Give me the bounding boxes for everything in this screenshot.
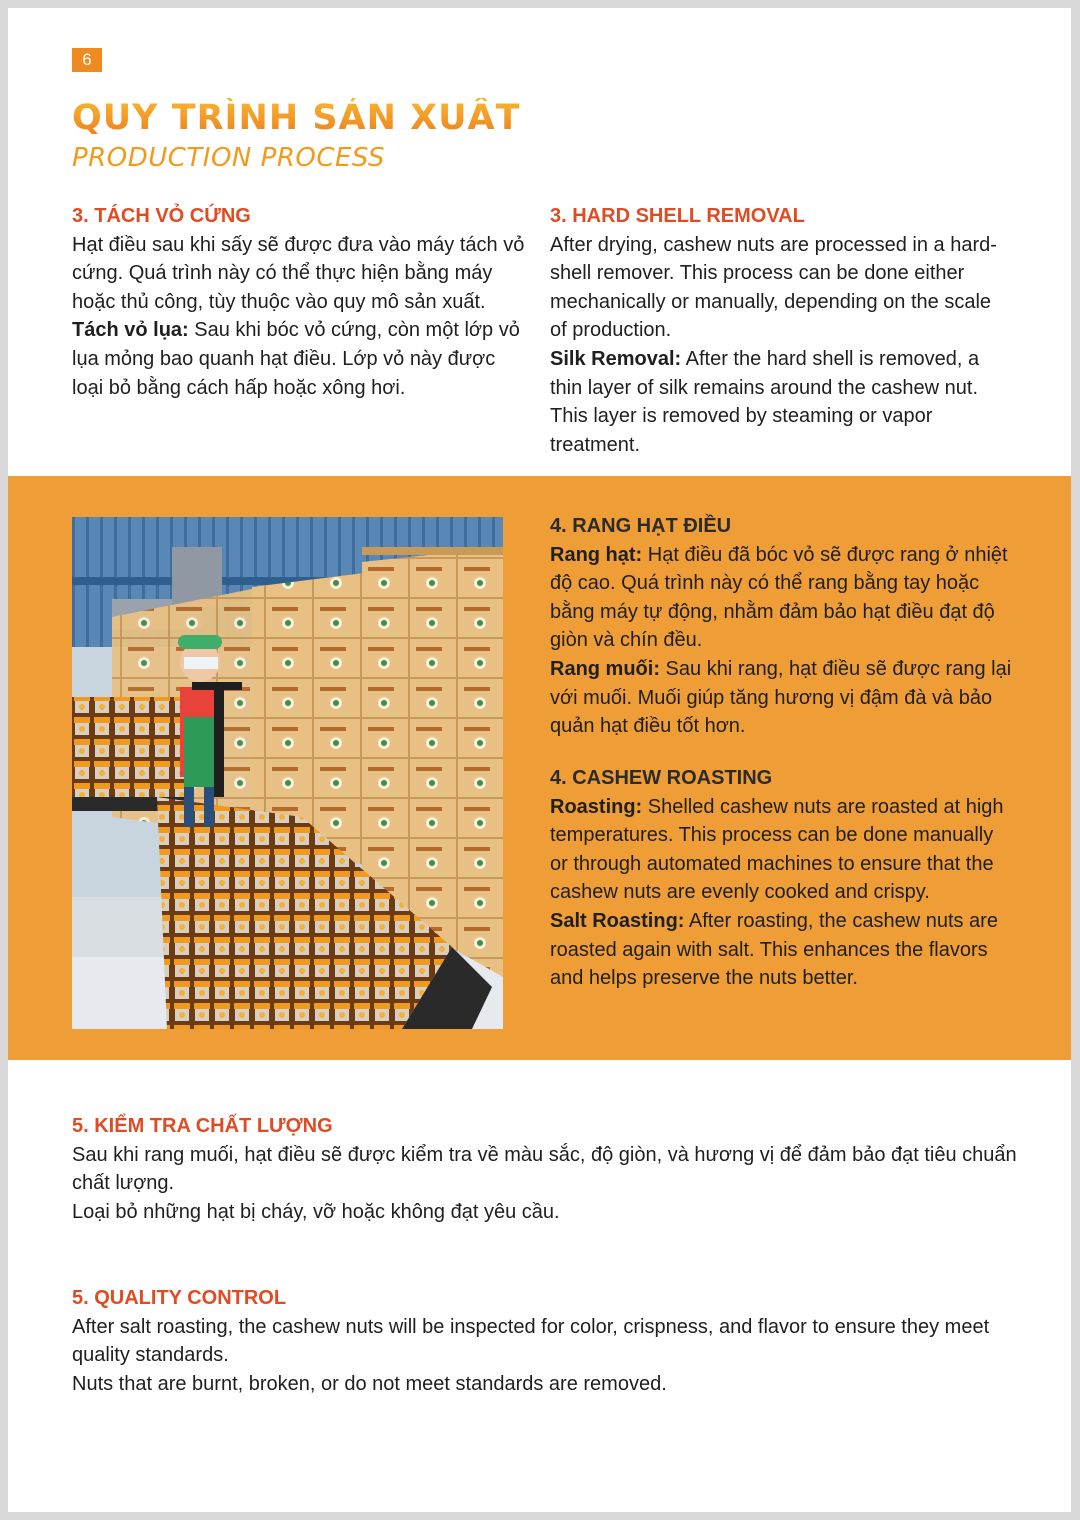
section-4-vi-salt-text: Sau khi rang, hạt điều sẽ được rang lại với muối. Muối giúp tăng hương vị đậm đà và bảo quản hạt điều tốt hơn. bbox=[550, 657, 1012, 738]
section-3-vi-silk-label: Tách vỏ lụa: bbox=[72, 319, 189, 342]
section-3-en-silk-label: Silk Removal: bbox=[550, 347, 682, 370]
section-4-en-heading: 4. CASHEW ROASTING bbox=[550, 767, 773, 789]
section-5-vi-line1: Sau khi rang muối, hạt điều sẽ được kiểm tra về màu sắc, độ giòn, và hương vị để đảm bảo đạt tiêu chuẩn chất lượng. bbox=[72, 1143, 1017, 1195]
section-3-vi bbox=[72, 202, 528, 402]
section-3-en-body: After drying, cashew nuts are processed in a hard-shell remover. This process can be done either mechanically or manually, depending on the scale of production. bbox=[550, 233, 997, 342]
section-3-vi-body: Hạt điều sau khi sấy sẽ được đưa vào máy tách vỏ cứng. Quá trình này có thể thực hiện bằng máy hoặc thủ công, tùy thuộc vào quy mô sản xuất. bbox=[72, 233, 525, 313]
section-4-vi-roasting-label: Rang hạt: bbox=[550, 543, 643, 566]
section-4-vi-salt bbox=[550, 655, 1015, 741]
section-4-vi-roasting bbox=[550, 541, 1015, 655]
section-4-vi bbox=[550, 512, 1015, 741]
section-3-en-silk bbox=[550, 345, 1008, 459]
section-3-vi-silk-text: Sau khi bóc vỏ cứng, còn một lớp vỏ lụa mỏng bao quanh hạt điều. Lớp vỏ này được loại bỏ bằng cách hấp hoặc xông hơi. bbox=[72, 319, 520, 399]
section-3-en bbox=[550, 202, 1008, 459]
page bbox=[8, 8, 1071, 1512]
section-4-en-salt-text: After roasting, the cashew nuts are roasted again with salt. This enhances the flavors and helps preserve the nuts better. bbox=[550, 909, 998, 990]
section-5-vi-heading: 5. KIỂM TRA CHẤT LƯỢNG bbox=[72, 1115, 333, 1137]
page-title: QUY TRÌNH SẢN XUẤT bbox=[72, 98, 521, 138]
section-4-vi-salt-label: Rang muối: bbox=[550, 657, 660, 680]
page-number-badge: 6 bbox=[72, 48, 102, 72]
section-5-vi bbox=[72, 1112, 1017, 1226]
warehouse-photo bbox=[72, 517, 503, 1029]
section-3-vi-heading: 3. TÁCH VỎ CỨNG bbox=[72, 205, 251, 227]
section-5-en-line2: Nuts that are burnt, broken, or do not meet standards are removed. bbox=[72, 1372, 667, 1395]
section-4-en bbox=[550, 764, 1015, 993]
section-4-en-salt bbox=[550, 907, 1015, 993]
page-subtitle: PRODUCTION PROCESS bbox=[72, 143, 386, 173]
section-4-en-salt-label: Salt Roasting: bbox=[550, 909, 685, 932]
section-3-en-silk-text: After the hard shell is removed, a thin layer of silk remains around the cashew nut. This layer is removed by steaming or vapor treatment. bbox=[550, 347, 980, 456]
section-4-en-roasting bbox=[550, 793, 1015, 907]
section-5-en bbox=[72, 1284, 1017, 1398]
section-3-en-heading: 3. HARD SHELL REMOVAL bbox=[550, 205, 805, 227]
section-4-vi-heading: 4. RANG HẠT ĐIỀU bbox=[550, 515, 732, 537]
section-5-vi-line2: Loại bỏ những hạt bị cháy, vỡ hoặc không đạt yêu cầu. bbox=[72, 1200, 560, 1223]
section-4-en-roasting-label: Roasting: bbox=[550, 795, 643, 818]
section-4-en-roasting-text: Shelled cashew nuts are roasted at high temperatures. This process can be done manually or through automated machines to ensure that the cashew nuts are evenly cooked and crispy. bbox=[550, 795, 1004, 904]
section-4-vi-roasting-text: Hạt điều đã bóc vỏ sẽ được rang ở nhiệt độ cao. Quá trình này có thể rang bằng tay hoặc bằng máy tự động, nhằm đảm bảo hạt điều đạt độ giòn và chín đều. bbox=[550, 543, 1008, 652]
section-5-en-heading: 5. QUALITY CONTROL bbox=[72, 1287, 287, 1309]
section-3-vi-silk bbox=[72, 316, 528, 402]
section-5-en-line1: After salt roasting, the cashew nuts will be inspected for color, crispness, and flavor to ensure they meet quality standards. bbox=[72, 1315, 990, 1367]
